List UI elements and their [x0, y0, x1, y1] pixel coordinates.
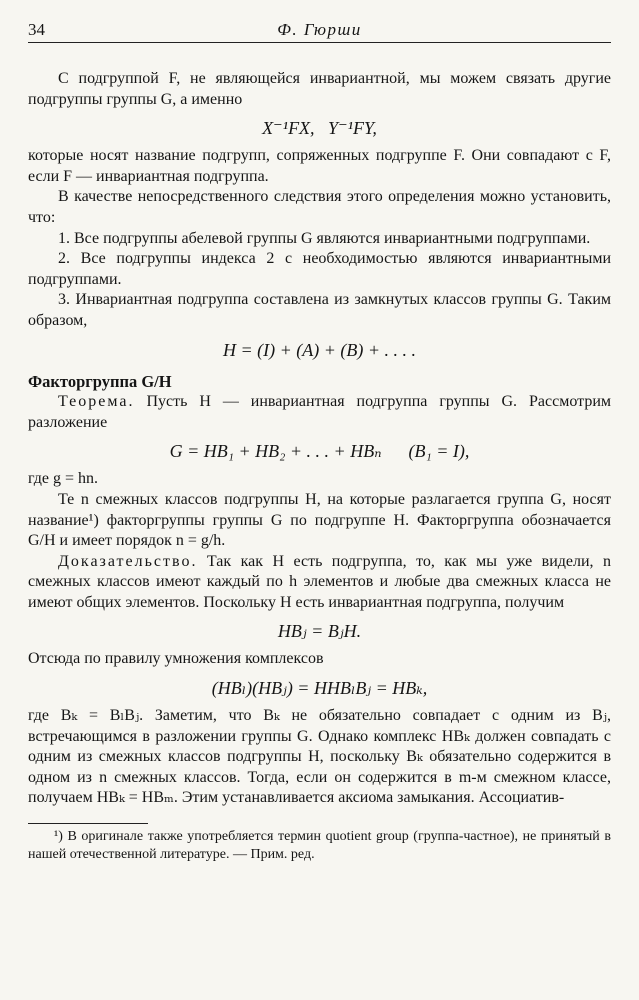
- page-header: [28, 20, 611, 43]
- paragraph-8: Отсюда по правилу умножения комплексов: [28, 650, 324, 668]
- page-number: 34: [28, 20, 45, 39]
- section-title: Факторгруппа G/H: [28, 371, 172, 391]
- formula-conjugate: X⁻¹FX, Y⁻¹FY,: [262, 118, 377, 139]
- paragraph-1: С подгруппой F, не являющейся инвариантной, мы можем связать другие подгруппы группы G, а именно: [28, 70, 611, 108]
- footnote-rule: [28, 823, 148, 824]
- theorem-word: Теорема.: [58, 393, 135, 411]
- list-item-1: 1. Все подгруппы абелевой группы G являются инвариантными подгруппами.: [58, 229, 591, 247]
- formula-invariance: HBⱼ = BⱼH.: [277, 621, 362, 642]
- paragraph-2: которые носят название подгрупп, сопряженных подгруппе F. Они совпадают с F, если F — инвариантная подгруппа.: [28, 147, 611, 185]
- list-item-3: 3. Инвариантная подгруппа составлена из замкнутых классов группы G. Таким образом,: [28, 291, 611, 329]
- theorem-paragraph: [28, 392, 611, 433]
- paragraph-3: В качестве непосредственного следствия этого определения можно установить, что:: [28, 188, 611, 226]
- formula-decomposition: G = HB₁ + HB₂ + . . . + HBₙ (B₁ = I),: [169, 441, 470, 462]
- paragraph-9: где Bₖ = BₗBⱼ. Заметим, что Bₖ не обязательно совпадает с одним из Bⱼ, встречающимся в разложении группы G. Однако комплекс HBₖ должен совпадать с одним из смежных классов подгруппы H, поскольку Bₖ обязательно содержится в одном из n смежных классов. Тогда, если он содержится в m-м смежном классе, получаем HBₖ = HBₘ. Этим устанавливается аксиома замыкания. Ассоциатив-: [28, 707, 611, 807]
- formula-product: (HBₗ)(HBⱼ) = HHBₗBⱼ = HBₖ,: [211, 678, 428, 699]
- proof-word: Доказательство.: [58, 552, 198, 570]
- paragraph-5: где g = hn.: [28, 470, 99, 488]
- paragraph-6: Те n смежных классов подгруппы H, на которые разлагается группа G, носят название¹) факторгруппы группы G по подгруппе H. Факторгруппа обозначается G/H и имеет порядок n = g/h.: [28, 490, 611, 550]
- list-item-2: 2. Все подгруппы индекса 2 с необходимостью являются инвариантными подгруппами.: [28, 250, 611, 288]
- running-head: Ф. Гюрши: [277, 20, 362, 39]
- footnote: ¹) В оригинале также употребляется термин quotient group (группа-частное), не принятый в нашей отечественной литературе. — Прим. ред.: [28, 829, 611, 863]
- paragraph-4: Пусть H — инвариантная подгруппа группы G. Рассмотрим разложение: [28, 393, 612, 431]
- page: [28, 20, 611, 864]
- proof-paragraph: [28, 552, 611, 614]
- paragraph-7: Так как H есть подгруппа, то, как мы уже видели, n смежных классов имеют каждый по h элементов и любые два смежных класса не имеют общих элементов. Поскольку H есть инвариантная подгруппа, получим: [28, 552, 612, 611]
- formula-classes: H = (I) + (A) + (B) + . . . .: [222, 339, 417, 360]
